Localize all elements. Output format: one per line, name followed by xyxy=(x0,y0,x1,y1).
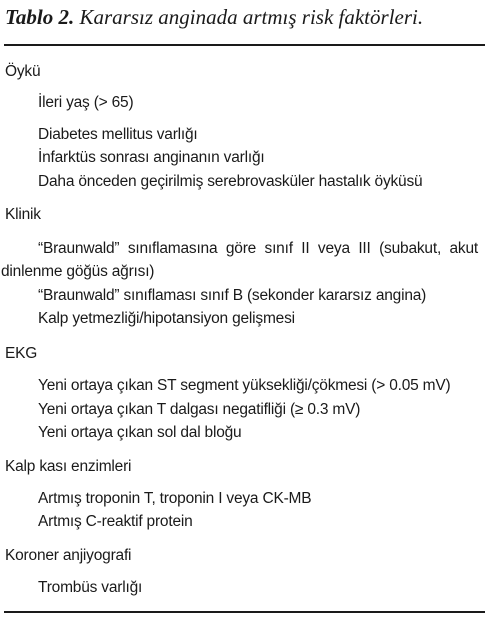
bottom-rule xyxy=(4,611,485,613)
risk-item-line-2: dinlenme göğüs ağrısı) xyxy=(1,263,155,280)
table-title xyxy=(5,4,423,30)
table-number: Tablo 2. xyxy=(5,5,75,29)
risk-item: Trombüs varlığı xyxy=(38,579,143,596)
risk-item: Yeni ortaya çıkan ST segment yüksekliği/çökmesi (> 0.05 mV) xyxy=(38,377,451,394)
section-heading-ekg: EKG xyxy=(5,345,38,362)
risk-item-multiline xyxy=(1,237,478,283)
risk-item: Yeni ortaya çıkan T dalgası negatifliği (≥ 0.3 mV) xyxy=(38,401,361,418)
risk-item: İnfarktüs sonrası anginanın varlığı xyxy=(38,149,265,166)
risk-item: İleri yaş (> 65) xyxy=(38,94,134,111)
table-caption: Kararsız anginada artmış risk faktörleri. xyxy=(79,5,424,29)
risk-item: “Braunwald” sınıflaması sınıf B (sekonder kararsız angina) xyxy=(38,287,427,304)
section-heading-enzimler: Kalp kası enzimleri xyxy=(5,458,132,475)
risk-item-line-1: “Braunwald” sınıflamasına göre sınıf II veya III (subakut, akut xyxy=(38,240,478,257)
risk-item: Daha önceden geçirilmiş serebrovasküler hastalık öyküsü xyxy=(38,173,423,190)
section-heading-klinik: Klinik xyxy=(5,206,41,223)
risk-item: Kalp yetmezliği/hipotansiyon gelişmesi xyxy=(38,310,295,327)
risk-item: Artmış troponin T, troponin I veya CK-MB xyxy=(38,490,312,507)
risk-item: Artmış C-reaktif protein xyxy=(38,513,193,530)
risk-item: Yeni ortaya çıkan sol dal bloğu xyxy=(38,424,242,441)
top-rule xyxy=(4,44,485,46)
risk-item: Diabetes mellitus varlığı xyxy=(38,126,198,143)
section-heading-oyku: Öykü xyxy=(5,63,41,80)
section-heading-anjiyografi: Koroner anjiyografi xyxy=(5,547,132,564)
